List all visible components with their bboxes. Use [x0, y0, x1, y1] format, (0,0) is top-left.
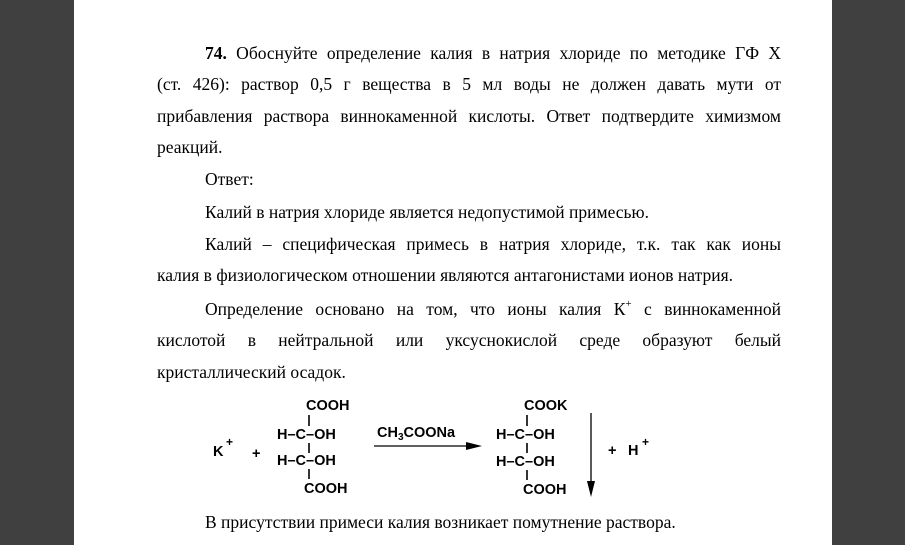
precipitate-down-arrow-icon: [587, 413, 595, 497]
plus-sign-1: +: [252, 446, 261, 462]
product-bottom-group: COOH: [523, 482, 567, 498]
task-line-4: реакций.: [157, 137, 223, 157]
answer-paragraph-3-line-1: Определение основано на том, что ионы калия К+ с виннокаменной: [205, 298, 781, 319]
task-line-3: прибавления раствора виннокаменной кислоты. Ответ подтвердите химизмом: [157, 106, 781, 126]
product-row-1: H–C–OH: [496, 427, 555, 443]
answer-paragraph-3-line-2: кислотой в нейтральной или уксуснокислой среде образуют белый: [157, 330, 781, 350]
conclusion: В присутствии примеси калия возникает помутнение раствора.: [205, 512, 676, 532]
reactant-row-1: H–C–OH: [277, 427, 336, 443]
task-number: 74.: [205, 43, 227, 63]
reagent-label: $CH_3COONa$: [377, 425, 456, 443]
hydrogen-charge: +: [642, 435, 650, 449]
hydrogen-ion: H: [628, 443, 639, 459]
answer-label: Ответ:: [205, 169, 254, 189]
reaction-arrow: [374, 442, 482, 450]
answer-paragraph-2-line-2: калия в физиологическом отношении являются антагонистами ионов натрия.: [157, 265, 733, 285]
reactant-row-2: H–C–OH: [277, 453, 336, 469]
right-margin-bar: [832, 0, 905, 545]
answer-paragraph-2-line-1: Калий – специфическая примесь в натрия хлориде, т.к. так как ионы: [205, 234, 781, 254]
task-line-2: (ст. 426): раствор 0,5 г вещества в 5 мл воды не должен давать мути от: [157, 74, 781, 94]
potassium-charge: +: [226, 435, 234, 449]
plus-sign-2: +: [608, 443, 617, 459]
product-row-2: H–C–OH: [496, 454, 555, 470]
potassium-ion: K: [213, 444, 224, 460]
task-line-1: 74. Обоснуйте определение калия в натрия хлориде по методике ГФ X: [205, 43, 781, 63]
reactant-bottom-group: COOH: [304, 481, 348, 497]
reactant-top-group: COOH: [306, 398, 350, 414]
product-top-group: COOK: [524, 398, 568, 414]
potassium-tartrate-structure: [496, 398, 568, 498]
tartaric-acid-structure: [277, 398, 350, 497]
left-margin-bar: [0, 0, 74, 545]
answer-paragraph-1: Калий в натрия хлориде является недопустимой примесью.: [205, 202, 649, 222]
answer-paragraph-3-line-3: кристаллический осадок.: [157, 362, 346, 382]
